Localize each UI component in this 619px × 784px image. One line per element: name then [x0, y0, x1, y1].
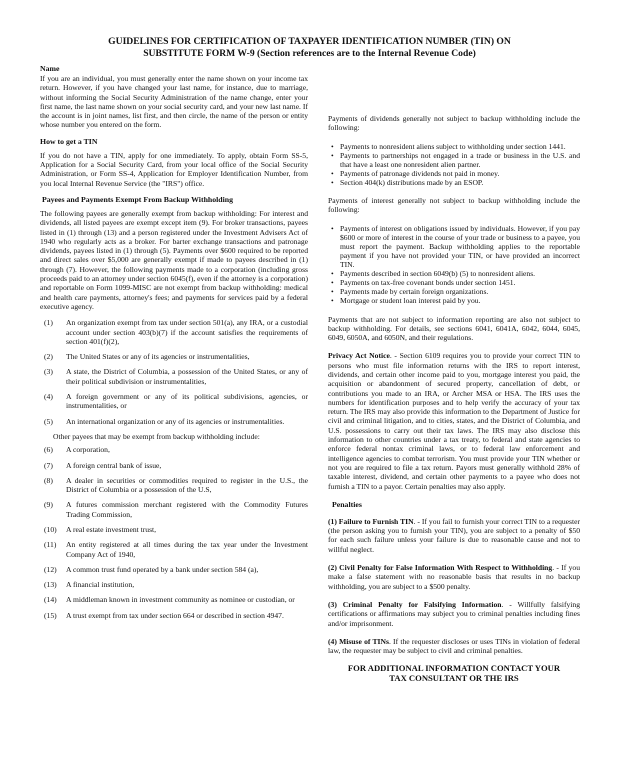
interest-item — [328, 287, 580, 296]
contact-notice — [328, 663, 580, 683]
exempt-list-b — [40, 445, 308, 620]
tin-text: If you do not have a TIN, apply for one immediately. To apply, obtain Form SS-5, Application for a Social Security Card, from your local office of the Social Security Administration, or Form SS-4, Application for Employer Identification Number, from you local Internal Revenue Service (the "IRS") office. — [40, 150, 308, 188]
exempt-item-text: A corporation, — [66, 445, 110, 455]
dividend-item — [328, 169, 580, 178]
interest-item — [328, 269, 580, 278]
exempt-item-number: (9) — [44, 500, 53, 510]
penalty-3 — [328, 600, 580, 628]
title-line-2: SUBSTITUTE FORM W-9 (Section references are to the Internal Revenue Code) — [143, 47, 476, 59]
exempt-item-text: A foreign government or any of its political subdivisions, agencies, or instrumentalities, or — [66, 392, 308, 411]
exempt-item — [40, 525, 308, 534]
penalty-3-label: (3) Criminal Penalty for Falsifying Information — [328, 599, 502, 609]
exempt-item-text: The United States or any of its agencies or instrumentalities, — [66, 352, 250, 362]
exempt-item — [40, 500, 308, 519]
exempt-item — [40, 367, 308, 386]
interest-item-text: Payments described in section 6049(b) (5) to nonresident aliens. — [340, 269, 536, 279]
not-subject-text: Payments that are not subject to information reporting are also not subject to backup withholding. For details, see sections 6041, 6041A, 6042, 6044, 6045, 6049, 6050A, and 6050N, and their regulations. — [328, 314, 580, 343]
penalty-1-text: . - If you fail to furnish your correct TIN to a requester (the person asking you to furnish your TIN), you are subject to a penalty of $50 for each such failure unless your failure is due to reasonable cause and not to willful neglect. — [328, 516, 580, 554]
bullet-icon: • — [331, 223, 334, 233]
interest-item-text: Payments of interest on obligations issued by individuals. However, if you pay $600 or more of interest in the course of your trade or business to a payee, you must report the payment. Backup withholding applies to the reportable payment if you have not provided your TIN, or have provided an incorrect TIN. — [340, 223, 580, 270]
exempt-item-number: (4) — [44, 392, 53, 402]
dividends-intro: Payments of dividends generally not subject to backup withholding include the following: — [328, 114, 580, 133]
penalty-2-text: . - If you make a false statement with no reasonable basis that results in no backup withholding, you are subject to a $500 penalty. — [328, 563, 581, 591]
exempt-text: The following payees are generally exempt from backup withholding: For interest and dividends, all listed payees are exempt except item (9). For broker transactions, payees listed in (1) through (13) and a person registered under the Investment Advisers Act of 1940 who regularly acts as a broker. For barter exchange transactions and patronage dividends, payees listed in (1) through (5). Payments over $600 required to be reported and direct sales over $5,000 are generally exempt if made to payees described in (1) through (7). However, the following payments made to a corporation (including gross proceeds paid to an attorney under section 6045(f), even if the attorney is a corporation) and reportable on Form 1099-MISC are not exempt from backup withholding: medical and health care payments, attorney's fees; and payments for services paid by a federal executive agency. — [40, 208, 308, 311]
exempt-item — [40, 565, 308, 574]
exempt-item — [40, 476, 308, 495]
exempt-item — [40, 461, 308, 470]
exempt-item-text: A foreign central bank of issue, — [66, 460, 162, 470]
bullet-icon: • — [331, 278, 334, 288]
interest-intro: Payments of interest generally not subject to backup withholding include the following: — [328, 196, 580, 215]
exempt-item-number: (11) — [44, 540, 57, 550]
exempt-list-a — [40, 318, 308, 426]
penalty-3-text: . - Willfully falsifying certifications or affirmations may subject you to criminal penalties including fines and/or imprisonment. — [328, 599, 580, 628]
penalties-heading: Penalties — [332, 499, 362, 509]
interest-item-text: Payments made by certain foreign organizations. — [340, 287, 489, 297]
penalty-1-label: (1) Failure to Furnish TIN — [328, 516, 414, 526]
interest-item-text: Mortgage or student loan interest paid by you. — [340, 296, 481, 306]
interest-item — [328, 224, 580, 269]
privacy-text: . - Section 6109 requires you to provide your correct TIN to persons who must file information returns with the IRS to report interest, dividends, and certain other income paid to you, mortgage interest you paid, the acquisition or abandonment of secured property, cancellation of debt, or contributions you made to an IRA, or Archer MSA or HSA. The IRS uses the numbers for identification purposes and to help verify the accuracy of your tax return. The IRS may also provide this information to the Department of Justice for civil and criminal litigation, and to cities, states, and the District of Columbia, and U.S. possessions to carry out their tax laws. The IRS may also disclose this information to other countries under a tax treaty, to federal and state agencies to enforce federal nontax criminal laws, or to federal law enforcement and intelligence agencies to combat terrorism. You must provide your TIN whether or not you are required to file a tax return. Payors must generally withhold 28% of taxable interest, dividend, and certain other payments to a payee who does not furnish a TIN to a payor. Certain penalties may also apply. — [328, 351, 580, 491]
exempt-item-number: (12) — [44, 564, 57, 574]
dividend-item — [328, 142, 580, 151]
exempt-item-number: (2) — [44, 352, 53, 362]
bullet-icon: • — [331, 150, 334, 160]
bullet-icon: • — [331, 287, 334, 297]
exempt-item-text: A trust exempt from tax under section 664 or described in section 4947. — [66, 610, 284, 620]
exempt-item — [40, 352, 308, 361]
dividend-item-text: Payments to nonresident aliens subject to withholding under section 1441. — [340, 141, 566, 151]
dividends-list — [328, 142, 580, 187]
exempt-item-number: (5) — [44, 416, 53, 426]
dividend-item — [328, 178, 580, 187]
left-column — [40, 64, 308, 626]
exempt-item-number: (13) — [44, 580, 57, 590]
right-column — [328, 114, 580, 683]
exempt-item-number: (15) — [44, 610, 57, 620]
exempt-item-text: A real estate investment trust, — [66, 524, 157, 534]
penalty-4 — [328, 637, 580, 656]
dividend-item-text: Payments of patronage dividends not paid in money. — [340, 168, 500, 178]
exempt-item-number: (8) — [44, 475, 53, 485]
penalty-4-text: . If the requester discloses or uses TINs in violation of federal law, the requester may be subject to civil and criminal penalties. — [328, 636, 580, 656]
bullet-icon: • — [331, 177, 334, 187]
exempt-item-text: An international organization or any of its agencies or instrumentalities. — [66, 416, 285, 426]
exempt-item-text: An organization exempt from tax under section 501(a), any IRA, or a custodial account under section 403(b)(7) if the account satisfies the requirements of section 401(f)(2), — [66, 318, 308, 346]
penalty-1 — [328, 517, 580, 554]
penalty-4-label: (4) Misuse of TINs — [328, 636, 389, 646]
dividend-item-text: Payments to partnerships not engaged in a trade or business in the U.S. and that have a least one nonresident alien partner. — [340, 150, 580, 169]
exempt-item-number: (1) — [44, 318, 53, 328]
exempt-item — [40, 595, 308, 604]
exempt-item-text: An entity registered at all times during the tax year under the Investment Company Act of 1940, — [66, 540, 308, 559]
exempt-item — [40, 540, 308, 559]
exempt-item — [40, 392, 308, 411]
dividend-item-text: Section 404(k) distributions made by an ESOP. — [340, 177, 484, 187]
penalty-2-label: (2) Civil Penalty for False Information With Respect to Withholding — [328, 563, 553, 573]
name-heading: Name — [40, 64, 60, 73]
exempt-item-text: A middleman known in investment community as nominee or custodian, or — [66, 595, 295, 605]
exempt-item-text: A futures commission merchant registered with the Commodity Futures Trading Commission, — [66, 500, 308, 519]
exempt-item-number: (6) — [44, 445, 53, 455]
exempt-item-text: A common trust fund operated by a bank under section 584 (a), — [66, 564, 259, 574]
exempt-item — [40, 445, 308, 454]
exempt-item-number: (14) — [44, 595, 57, 605]
page-title — [0, 36, 619, 59]
dividend-item — [328, 151, 580, 169]
contact-line-1: FOR ADDITIONAL INFORMATION CONTACT YOUR — [347, 663, 561, 674]
name-text: If you are an individual, you must generally enter the name shown on your income tax return. However, if you have changed your last name, for instance, due to marriage, without informing the Social Security Administration of the name change, enter your first name, the last name shown on your social security card, and your new last name. If the account is in joint names, list first, and then circle, the name of the person or entity whose number you entered on the form. — [40, 74, 308, 130]
exempt-item-number: (7) — [44, 460, 53, 470]
privacy-notice — [328, 351, 580, 490]
exempt-item-text: A dealer in securities or commodities required to register in the U.S., the District of Columbia or a possession of the U.S, — [66, 475, 308, 495]
exempt-heading: Payees and Payments Exempt From Backup Withholding — [42, 194, 234, 204]
exempt-item — [40, 417, 308, 426]
other-payees-text: Other payees that may be exempt from backup withholding include: — [53, 431, 260, 441]
exempt-item — [40, 580, 308, 589]
bullet-icon: • — [331, 296, 334, 306]
penalty-2 — [328, 563, 580, 591]
bullet-icon: • — [331, 141, 334, 151]
exempt-item — [40, 611, 308, 620]
exempt-item-number: (10) — [44, 524, 57, 534]
tin-heading: How to get a TIN — [40, 136, 98, 146]
exempt-item-text: A financial institution, — [66, 580, 135, 590]
exempt-item-text: A state, the District of Columbia, a possession of the United States, or any of their political subdivision or instrumentalities, — [66, 367, 308, 386]
interest-list — [328, 224, 580, 306]
exempt-item — [40, 318, 308, 346]
exempt-item-number: (3) — [44, 367, 53, 377]
interest-item — [328, 296, 580, 305]
interest-item — [328, 278, 580, 287]
bullet-icon: • — [331, 168, 334, 178]
interest-item-text: Payments on tax-free covenant bonds under section 1451. — [340, 278, 516, 288]
bullet-icon: • — [331, 269, 334, 279]
contact-line-2: TAX CONSULTANT OR THE IRS — [389, 673, 519, 684]
title-line-1: GUIDELINES FOR CERTIFICATION OF TAXPAYER IDENTIFICATION NUMBER (TIN) ON — [108, 36, 511, 47]
privacy-label: Privacy Act Notice — [328, 351, 390, 361]
